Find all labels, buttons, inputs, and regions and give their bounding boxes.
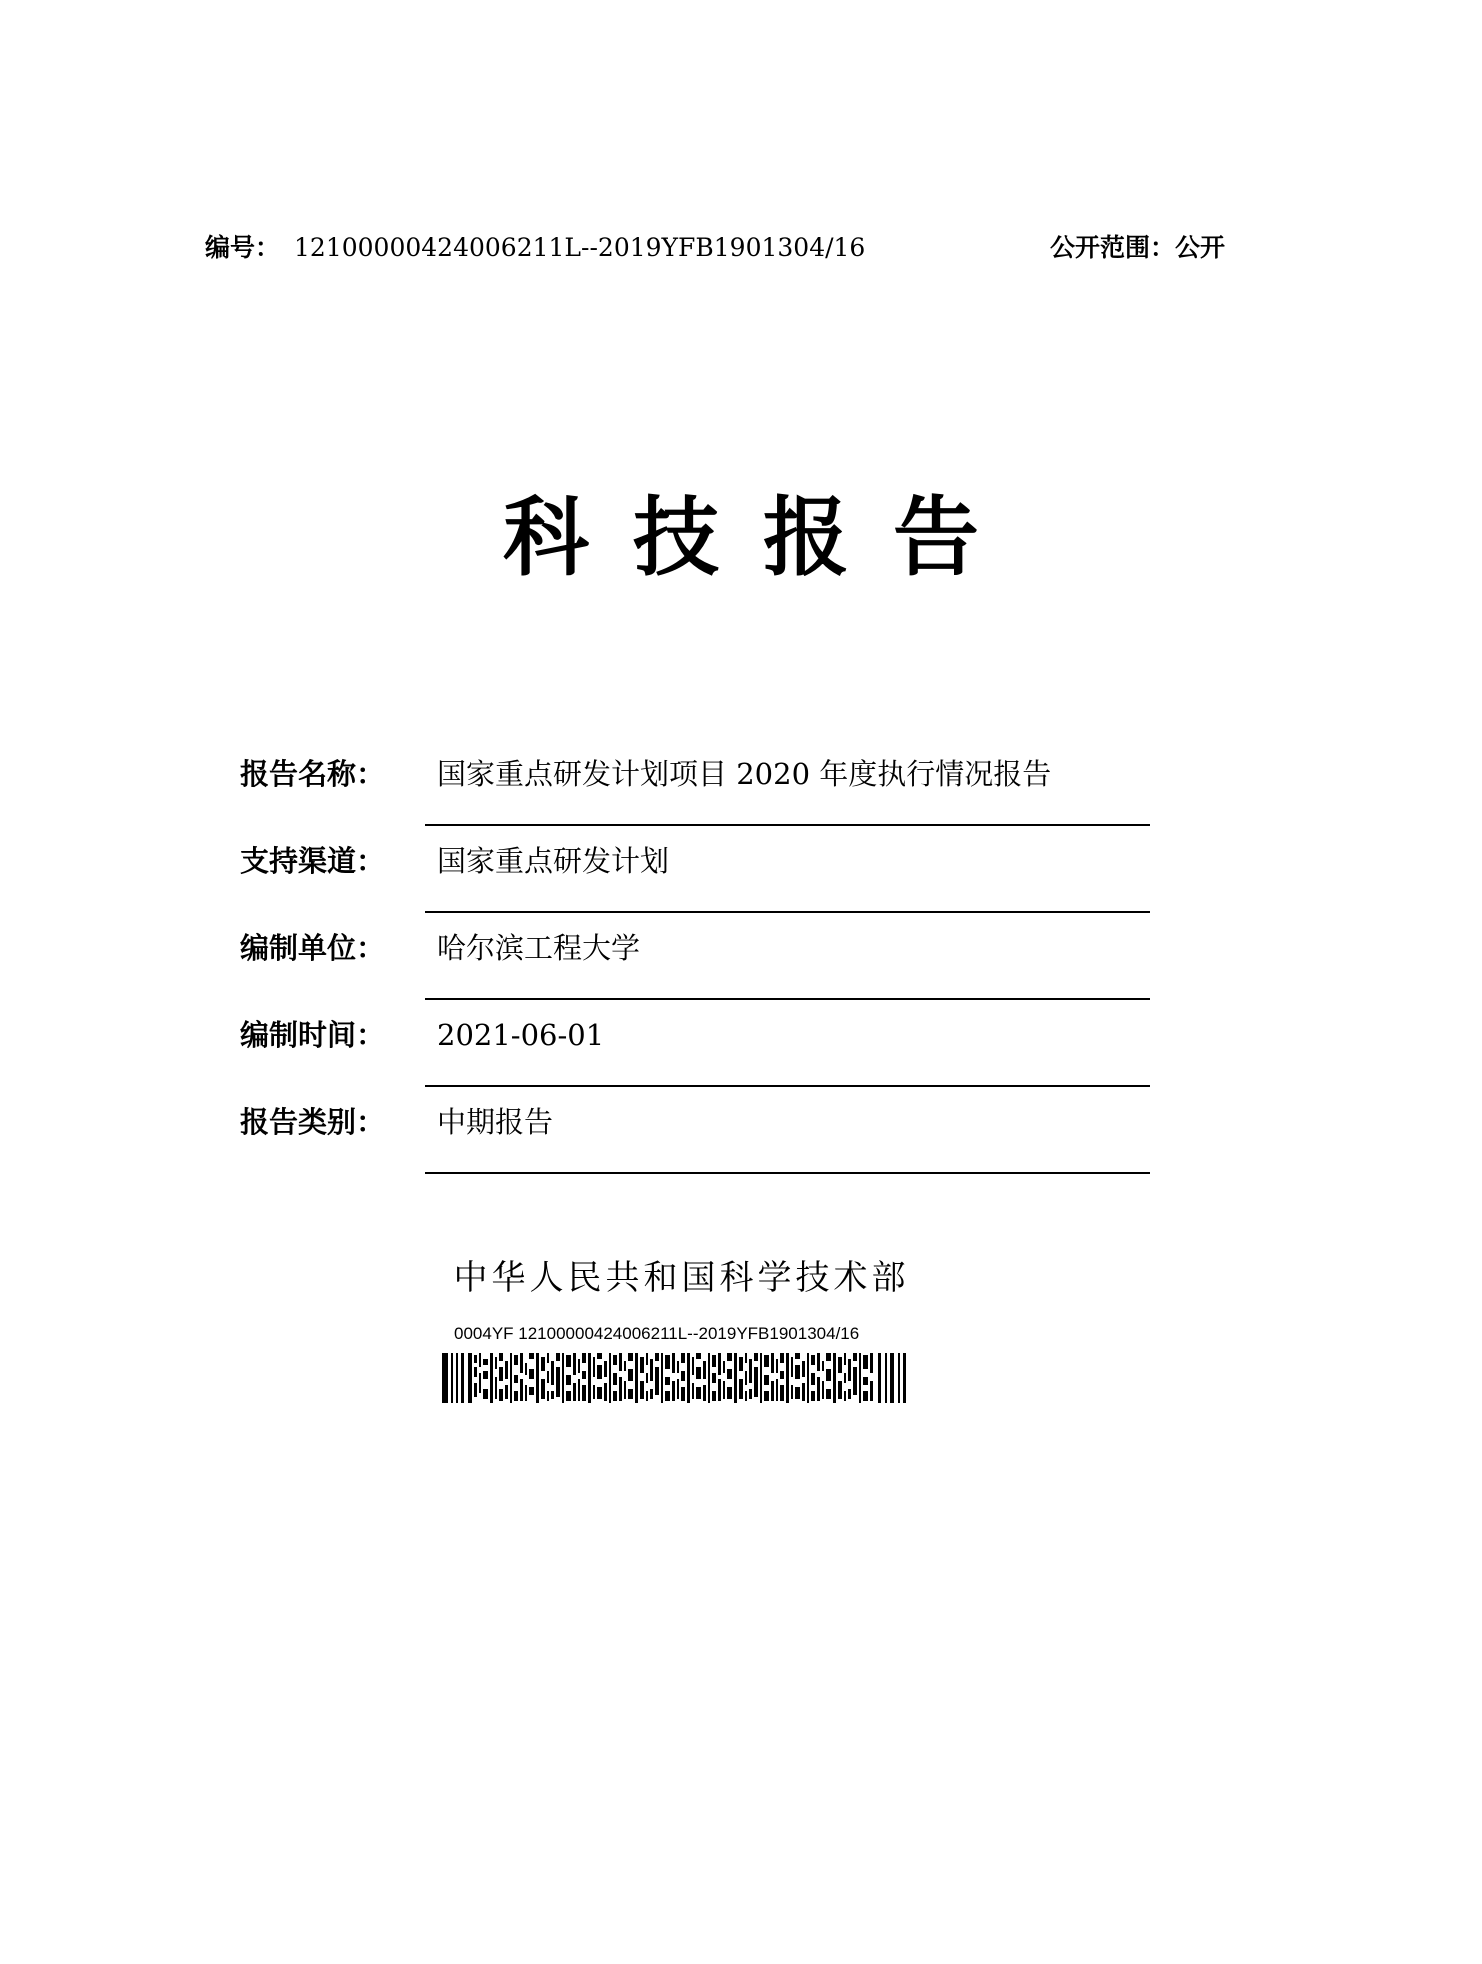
field-label: 支持渠道： xyxy=(240,844,386,878)
report-title: 科技报告 xyxy=(503,488,1023,588)
field-value: 哈尔滨工程大学 xyxy=(437,931,641,965)
field-row-date xyxy=(240,1003,1150,1090)
disclosure-scope: 公开范围：公开 xyxy=(1049,233,1225,262)
serial-label: 编号： xyxy=(205,233,281,262)
field-row-support-channel xyxy=(240,829,1150,916)
field-label: 编制单位： xyxy=(240,931,386,965)
field-value-box xyxy=(425,1090,1150,1174)
field-label: 编制时间： xyxy=(240,1018,386,1052)
header-row xyxy=(205,228,1225,268)
barcode-icon xyxy=(438,1349,923,1407)
field-row-report-name xyxy=(240,742,1150,829)
report-fields xyxy=(240,742,1150,1177)
serial-value: 12100000424006211L--2019YFB1901304/16 xyxy=(294,233,866,262)
field-value: 国家重点研发计划 xyxy=(437,844,670,878)
field-value-box xyxy=(425,829,1150,913)
barcode xyxy=(438,1323,923,1415)
field-label: 报告名称： xyxy=(240,757,386,791)
barcode-text: 0004YF 12100000424006211L--2019YFB1901304/16 xyxy=(454,1324,860,1343)
field-value: 2021-06-01 xyxy=(437,1018,605,1052)
field-value-box xyxy=(425,1003,1150,1087)
field-value-box xyxy=(425,916,1150,1000)
field-label: 报告类别： xyxy=(240,1105,386,1139)
field-value: 国家重点研发计划项目 2020 年度执行情况报告 xyxy=(437,757,1052,791)
field-value-box xyxy=(425,742,1150,826)
field-value: 中期报告 xyxy=(437,1105,554,1139)
ministry-name: 中华人民共和国科学技术部 xyxy=(453,1258,910,1298)
serial-number xyxy=(205,228,865,268)
field-row-report-type xyxy=(240,1090,1150,1177)
field-row-organization xyxy=(240,916,1150,1003)
